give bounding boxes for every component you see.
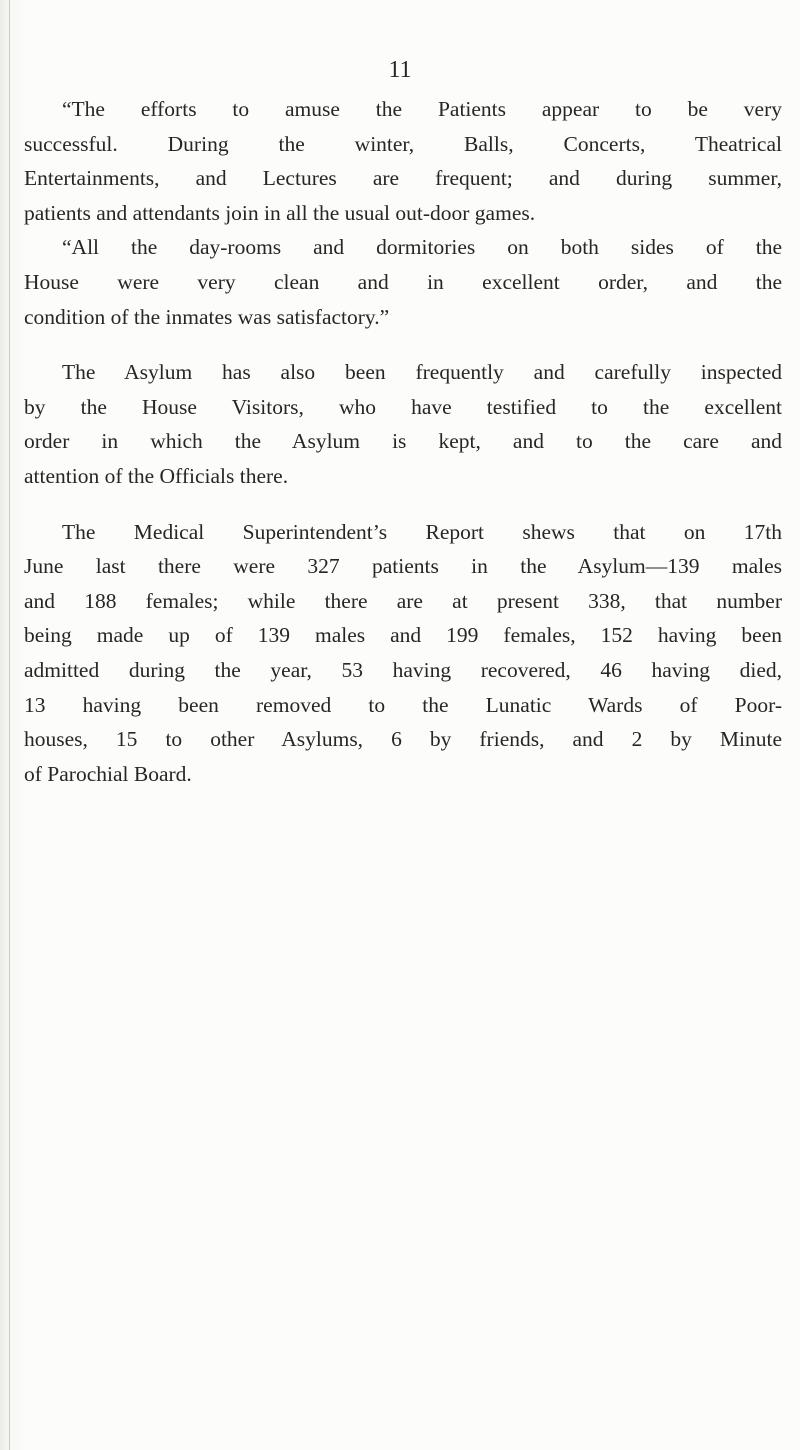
binding-edge [9, 0, 10, 1450]
text-line: of Parochial Board. [24, 761, 192, 786]
paragraph-day-rooms [24, 230, 782, 334]
text-line: order in which the Asylum is kept, and to the care and [24, 429, 782, 454]
text-line: being made up of 139 males and 199 females, 152 having been [24, 623, 782, 648]
paragraph-inspection [24, 355, 782, 493]
text-line: “All the day-rooms and dormitories on both sides of the [62, 235, 782, 260]
text-line: patients and attendants join in all the usual out-door games. [24, 200, 536, 225]
text-line: The Medical Superintendent’s Report shews that on 17th [62, 519, 782, 544]
text-line: by the House Visitors, who have testified to the excellent [24, 394, 782, 419]
text-line: condition of the inmates was satisfactory.” [24, 304, 390, 329]
text-line: and 188 females; while there are at present 338, that number [24, 588, 782, 613]
text-line: The Asylum has also been frequently and carefully inspected [62, 360, 782, 385]
text-line: houses, 15 to other Asylums, 6 by friends, and 2 by Minute [24, 727, 782, 752]
paragraph-gap [24, 334, 782, 355]
text-line: House were very clean and in excellent order, and the [24, 269, 782, 294]
text-line: attention of the Officials there. [24, 463, 289, 488]
paragraph-gap [24, 494, 782, 515]
page-number: 11 [388, 57, 412, 83]
text-line: admitted during the year, 53 having recovered, 46 having died, [24, 657, 782, 682]
paragraph-amusements [24, 92, 782, 230]
paragraph-medical-report [24, 515, 782, 792]
text-line: 13 having been removed to the Lunatic Wards of Poor- [24, 692, 782, 717]
text-line: Entertainments, and Lectures are frequent; and during summer, [24, 166, 782, 191]
text-line: “The efforts to amuse the Patients appear to be very [62, 97, 782, 121]
text-line: successful. During the winter, Balls, Concerts, Theatrical [24, 131, 782, 156]
body-text [24, 92, 782, 791]
text-line: June last there were 327 patients in the Asylum—139 males [24, 554, 782, 579]
